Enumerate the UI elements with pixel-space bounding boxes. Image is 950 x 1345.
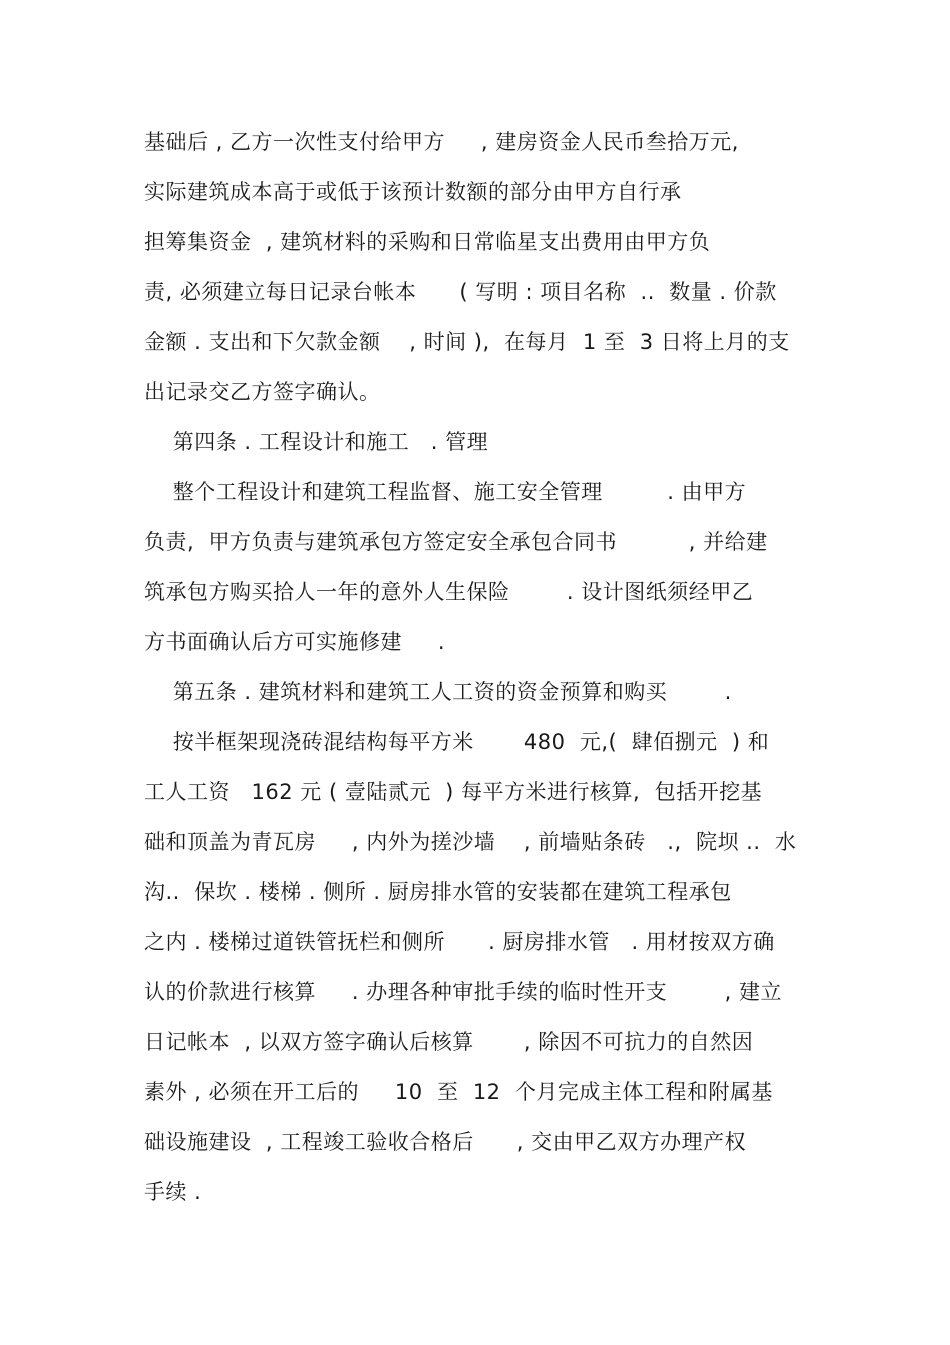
section-heading: 第五条 . 建筑材料和建筑工人工资的资金预算和购买 . [144, 680, 732, 704]
text-line: 筑承包方购买拾人一年的意外人生保险 . 设计图纸须经甲乙 [144, 580, 754, 604]
text-line: 日记帐本 , 以双方签字确认后核算 , 除因不可抗力的自然因 [144, 1030, 754, 1054]
text-line: 实际建筑成本高于或低于该预计数额的部分由甲方自行承 [144, 180, 682, 204]
text-line: 工人工资 162 元 ( 壹陆贰元 ) 每平方米进行核算, 包括开挖基 [144, 780, 763, 804]
text-line: 础和顶盖为青瓦房 , 内外为搓沙墙 , 前墙贴条砖 ., 院坝 .. 水 [144, 830, 797, 854]
text-line: 基础后 , 乙方一次性支付给甲方 , 建房资金人民币叁拾万元, [144, 130, 739, 154]
text-line: 负责, 甲方负责与建筑承包方签定安全承包合同书 , 并给建 [144, 530, 768, 554]
section-heading: 第四条 . 工程设计和施工 . 管理 [144, 430, 489, 454]
text-line: 素外 , 必须在开工后的 10 至 12 个月完成主体工程和附属基 [144, 1080, 773, 1104]
text-line: 方书面确认后方可实施修建 . [144, 630, 446, 654]
text-line: 担筹集资金 , 建筑材料的采购和日常临星支出费用由甲方负 [144, 230, 711, 254]
text-line: 整个工程设计和建筑工程监督、施工安全管理 . 由甲方 [144, 480, 747, 504]
text-line: 认的价款进行核算 . 办理各种审批手续的临时性开支 , 建立 [144, 980, 782, 1004]
text-line: 金额 . 支出和下欠款金额 , 时间 ), 在每月 1 至 3 日将上月的支 [144, 330, 790, 354]
text-line: 按半框架现浇砖混结构每平方米 480 元,( 肆佰捌元 ) 和 [144, 730, 770, 754]
text-line: 手续 . [144, 1180, 202, 1204]
text-line: 沟.. 保坎 . 楼梯 . 侧所 . 厨房排水管的安装都在建筑工程承包 [144, 880, 732, 904]
text-line: 责, 必须建立每日记录台帐本 ( 写明 : 项目名称 .. 数量 . 价款 [144, 280, 777, 304]
text-line: 之内 . 楼梯过道铁管抚栏和侧所 . 厨房排水管 . 用材按双方确 [144, 930, 775, 954]
text-line: 础设施建设 , 工程竣工验收合格后 , 交由甲乙双方办理产权 [144, 1130, 747, 1154]
text-line: 出记录交乙方签字确认。 [144, 380, 381, 404]
